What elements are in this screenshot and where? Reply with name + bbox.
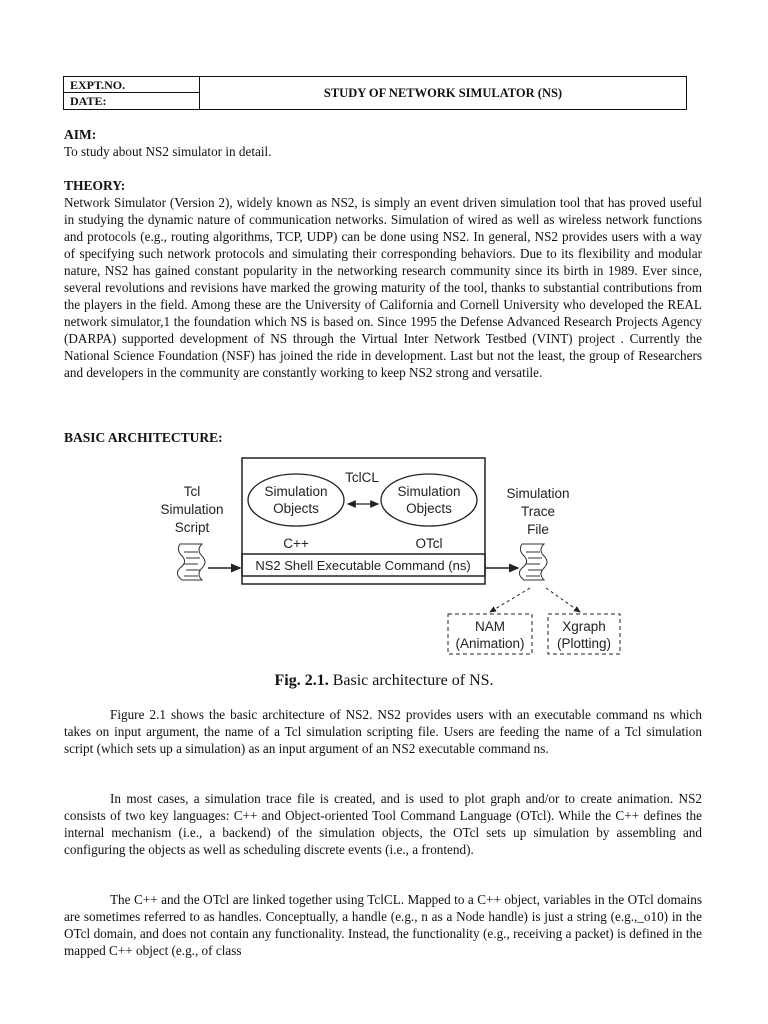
trace-file-label-2: Trace [520,504,556,519]
aim-heading: AIM: [64,127,97,142]
trace-scroll-icon [519,544,547,580]
figure-caption-text: Basic architecture of NS. [328,672,494,689]
paragraph-3: The C++ and the OTcl are linked together using TclCL. Mapped to a C++ object, variables in the OTcl domains are sometimes referred to as handles. Conceptually, a handle (e.g., n as a Node handle) is just a string (e.g.,_o10) in the OTcl domain, and does not contain any functionality. Instead, the functionality (e.g., receiving a packet) is defined in the mapped C++ object (e.g., of class [64,892,702,958]
tcl-script-label-3: Script [174,520,210,535]
architecture-diagram [140,448,640,698]
theory-text: Network Simulator (Version 2), widely known as NS2, is simply an event driven simulation tool that has proved useful in studying the dynamic nature of communication networks. Simulation of wired as well as wireless network functions and protocols (e.g., routing algorithms, TCP, UDP) can be done using NS2. In general, NS2 provides users with a way of specifying such network protocols and simulating their corresponding behaviors. Due to its flexibility and modular nature, NS2 has gained constant popularity in the networking research community since its birth in 1989. Ever since, several revolutions and revisions have marked the growing maturity of the tool, thanks to substantial contributions from the players in the field. Among these are the University of California and Cornell University who developed the REAL network simulator,1 the foundation which NS is based on. Since 1995 the Defense Advanced Research Projects Agency (DARPA) supported development of NS through the Virtual Inter Network Testbed (VINT) project . Currently the National Science Foundation (NSF) has joined the ride in development. Last but not the least, the group of Researchers and developers in the community are constantly working to keep NS2 strong and versatile. [64,195,702,380]
sim-objects-cpp-ellipse [248,474,344,526]
nam-label-1: NAM [475,619,505,634]
sim-objects-otcl-ellipse [381,474,477,526]
date-label: DATE: [70,94,107,108]
trace-file-label-1: Simulation [506,486,570,501]
theory-heading: THEORY: [64,178,126,193]
xgraph-arrow [546,588,580,612]
tcl-script-label-2: Simulation [160,502,224,517]
sim-objects-right-1: Simulation [397,484,461,499]
trace-file-label-3: File [527,522,549,537]
paragraph-1: Figure 2.1 shows the basic architecture of NS2. NS2 provides users with an executable command ns which takes on input argument, the name of a Tcl simulation scripting file. Users are feeding the name of a Tcl simulation script (which sets up a simulation) as an input argument of an NS2 executable command ns. [64,707,702,756]
sim-objects-left-2: Objects [273,501,319,516]
architecture-heading: BASIC ARCHITECTURE: [64,430,223,445]
sim-objects-right-2: Objects [406,501,452,516]
figure-caption-label: Fig. 2.1. [274,672,329,689]
page-title: STUDY OF NETWORK SIMULATOR (NS) [323,86,563,100]
figure-caption [0,672,768,690]
script-scroll-icon [177,544,205,580]
nam-label-2: (Animation) [455,636,525,651]
otcl-label: OTcl [415,536,443,551]
xgraph-label-1: Xgraph [562,619,606,634]
shell-command-label: NS2 Shell Executable Command (ns) [255,558,471,573]
paragraph-2: In most cases, a simulation trace file is created, and is used to plot graph and/or to create animation. NS2 consists of two key languages: C++ and Object-oriented Tool Command Language (OTcl). While the C++ defines the internal mechanism (i.e., a backend) of the simulation objects, the OTcl sets up simulation by assembling and configuring the objects as well as scheduling discrete events (i.e., a frontend). [64,791,702,857]
tcl-script-label-1: Tcl [183,484,201,499]
cpp-label: C++ [283,536,309,551]
expt-no-label: EXPT.NO. [64,77,199,93]
header-table [63,76,687,110]
nam-arrow [490,588,530,612]
aim-text: To study about NS2 simulator in detail. [64,144,272,159]
xgraph-label-2: (Plotting) [556,636,612,651]
sim-objects-left-1: Simulation [264,484,328,499]
tclcl-label: TclCL [345,470,379,485]
